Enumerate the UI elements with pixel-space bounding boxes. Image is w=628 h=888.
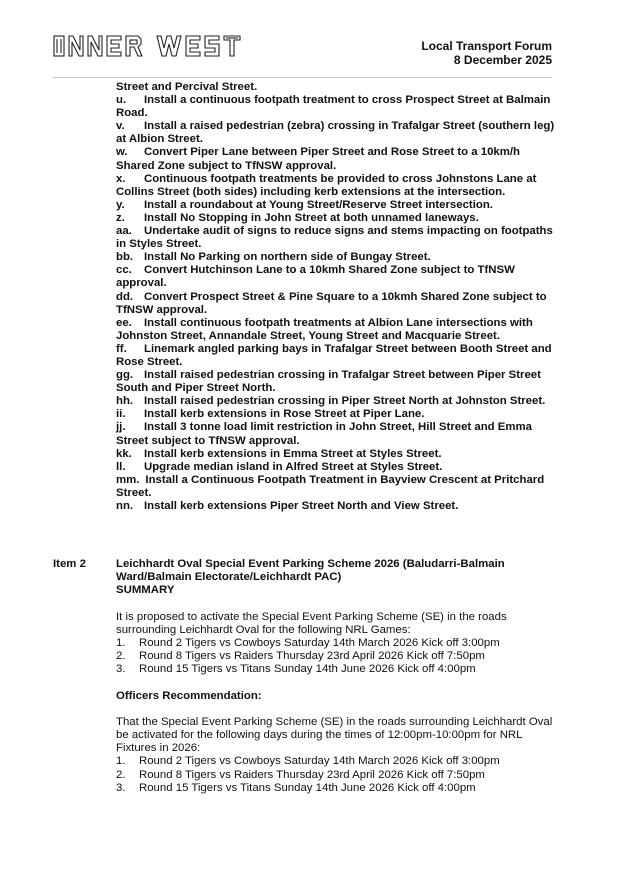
recommendation-key: jj.: [116, 421, 126, 434]
recommendation-item: [116, 500, 556, 513]
inner-west-logo: [53, 34, 253, 58]
recommendation-key: nn.: [116, 500, 134, 512]
list-number: 3.: [116, 781, 126, 794]
recommendation-text: Linemark angled parking bays in Trafalgar Street between Booth Street and Rose Street.: [116, 342, 552, 368]
list-number: 2.: [116, 768, 126, 781]
recommendation-key: w.: [116, 146, 128, 159]
recommendation-item: [116, 173, 556, 199]
list-text: Round 15 Tigers vs Titans Sunday 14th June 2026 Kick off 4:00pm: [139, 781, 476, 794]
recommendation-item: [116, 343, 556, 369]
recommendation-item: [116, 291, 556, 317]
recommendation-text: Install No Parking on northern side of Bungay Street.: [144, 251, 431, 264]
recommendation-text: Convert Piper Lane between Piper Street and Rose Street to a 10km/h Shared Zone subject to TfNSW approval.: [116, 146, 521, 172]
list-number: 1.: [116, 637, 126, 650]
recommendation-key: ff.: [116, 342, 127, 355]
recommendation-item: [116, 146, 556, 172]
recommendation-key: y.: [116, 198, 125, 211]
games-list: [116, 637, 556, 677]
recommendation-key: ee.: [116, 316, 132, 329]
recommendation-key: dd.: [116, 290, 134, 303]
recommendation-text: Install kerb extensions in Emma Street at Styles Street.: [144, 447, 442, 460]
recommendations-list: [116, 81, 556, 513]
list-item: [116, 637, 556, 650]
recommendation-text: Convert Prospect Street & Pine Square to a 10kmh Shared Zone subject to TfNSW approval.: [116, 290, 547, 316]
forum-name: Local Transport Forum: [421, 39, 552, 53]
recommendation-text: Install continuous footpath treatments at Albion Lane intersections with Johnston Street, Annandale Street, Young Street and Macquarie Street.: [116, 316, 533, 342]
recommendation-item: [116, 448, 556, 461]
summary-heading: SUMMARY: [116, 584, 175, 597]
recommendation-item: [116, 199, 556, 212]
recommendation-text: Install kerb extensions in Rose Street at Piper Lane.: [144, 408, 425, 421]
summary-text: It is proposed to activate the Special Event Parking Scheme (SE) in the roads surrounding Leichhardt Oval for the following NRL Games:: [116, 610, 507, 636]
item-title: Leichhardt Oval Special Event Parking Scheme 2026 (Baludarri-Balmain Ward/Balmain Electorate/Leichhardt PAC): [116, 558, 505, 584]
officers-text: That the Special Event Parking Scheme (SE) in the roads surrounding Leichhardt Oval be activated for the following days during the times of 12:00pm-10:00pm for NRL Fixtures in 2026:: [116, 715, 553, 755]
list-text: Round 2 Tigers vs Cowboys Saturday 14th March 2026 Kick off 3:00pm: [139, 755, 500, 768]
recommendation-text: Convert Hutchinson Lane to a 10kmh Shared Zone subject to TfNSW approval.: [116, 264, 515, 290]
header-divider: [53, 77, 552, 78]
recommendation-text: Install raised pedestrian crossing in Piper Street North at Johnston Street.: [144, 395, 546, 408]
recommendation-item: [116, 251, 556, 264]
recommendation-continued: Street and Percival Street.: [116, 81, 258, 93]
item-2-section: [116, 558, 556, 795]
recommendation-key: bb.: [116, 251, 134, 264]
recommendation-key: aa.: [116, 225, 132, 238]
list-number: 2.: [116, 650, 126, 663]
list-text: Round 8 Tigers vs Raiders Thursday 23rd April 2026 Kick off 7:50pm: [139, 768, 485, 781]
recommendation-key: ii.: [116, 408, 126, 421]
list-text: Round 8 Tigers vs Raiders Thursday 23rd April 2026 Kick off 7:50pm: [139, 650, 485, 663]
item-number: Item 2: [53, 558, 86, 570]
recommendation-key: kk.: [116, 447, 132, 460]
fixtures-list: [116, 755, 556, 795]
recommendation-text: Install a continuous footpath treatment to cross Prospect Street at Balmain Road.: [116, 94, 551, 120]
recommendation-key: ll.: [116, 460, 126, 473]
meeting-date: 8 December 2025: [453, 53, 552, 67]
recommendation-key: v.: [116, 120, 125, 133]
recommendation-item: [116, 369, 556, 395]
recommendation-key: u.: [116, 94, 127, 107]
recommendation-text: Install kerb extensions Piper Street North and View Street.: [144, 500, 459, 512]
recommendation-key: hh.: [116, 395, 134, 408]
recommendation-key: x.: [116, 172, 126, 185]
list-item: [116, 663, 556, 676]
recommendation-item: [116, 212, 556, 225]
recommendation-item: [116, 461, 556, 474]
recommendation-item: [116, 395, 556, 408]
recommendation-item: [116, 264, 556, 290]
recommendation-text: Continuous footpath treatments be provided to cross Johnstons Lane at Collins Street (both sides) including kerb extensions at the intersection.: [116, 172, 537, 198]
recommendation-key: z.: [116, 211, 125, 224]
recommendation-text: Install No Stopping in John Street at both unnamed laneways.: [144, 211, 479, 224]
recommendation-item: [116, 317, 556, 343]
list-number: 1.: [116, 755, 126, 768]
recommendation-text: Install 3 tonne load limit restriction in John Street, Hill Street and Emma Street subject to TfNSW approval.: [116, 421, 532, 447]
document-header: [421, 39, 552, 67]
recommendation-item: [116, 474, 556, 500]
list-item: [116, 769, 556, 782]
recommendation-item: [116, 225, 556, 251]
list-text: Round 15 Tigers vs Titans Sunday 14th June 2026 Kick off 4:00pm: [139, 663, 476, 676]
recommendation-key: gg.: [116, 369, 134, 382]
recommendation-item: [116, 120, 556, 146]
officers-heading: Officers Recommendation:: [116, 689, 262, 702]
list-number: 3.: [116, 663, 126, 676]
recommendation-text: Undertake audit of signs to reduce signs and stems impacting on footpaths in Styles Street.: [116, 225, 553, 251]
recommendation-item: [116, 94, 556, 120]
recommendation-item: [116, 408, 556, 421]
recommendation-text: Install a roundabout at Young Street/Reserve Street intersection.: [144, 198, 493, 211]
recommendation-key: cc.: [116, 264, 132, 277]
list-item: [116, 755, 556, 768]
recommendation-key: mm.: [116, 473, 140, 486]
list-text: Round 2 Tigers vs Cowboys Saturday 14th March 2026 Kick off 3:00pm: [139, 637, 500, 650]
recommendation-text: Install raised pedestrian crossing in Trafalgar Street between Piper Street South and Piper Street North.: [116, 369, 541, 395]
recommendation-text: Upgrade median island in Alfred Street at Styles Street.: [144, 460, 443, 473]
list-item: [116, 782, 556, 795]
recommendation-item: [116, 421, 556, 447]
recommendation-text: Install a raised pedestrian (zebra) crossing in Trafalgar Street (southern leg) at Albion Street.: [116, 120, 555, 146]
list-item: [116, 650, 556, 663]
recommendation-text: Install a Continuous Footpath Treatment in Bayview Crescent at Pritchard Street.: [116, 473, 545, 499]
